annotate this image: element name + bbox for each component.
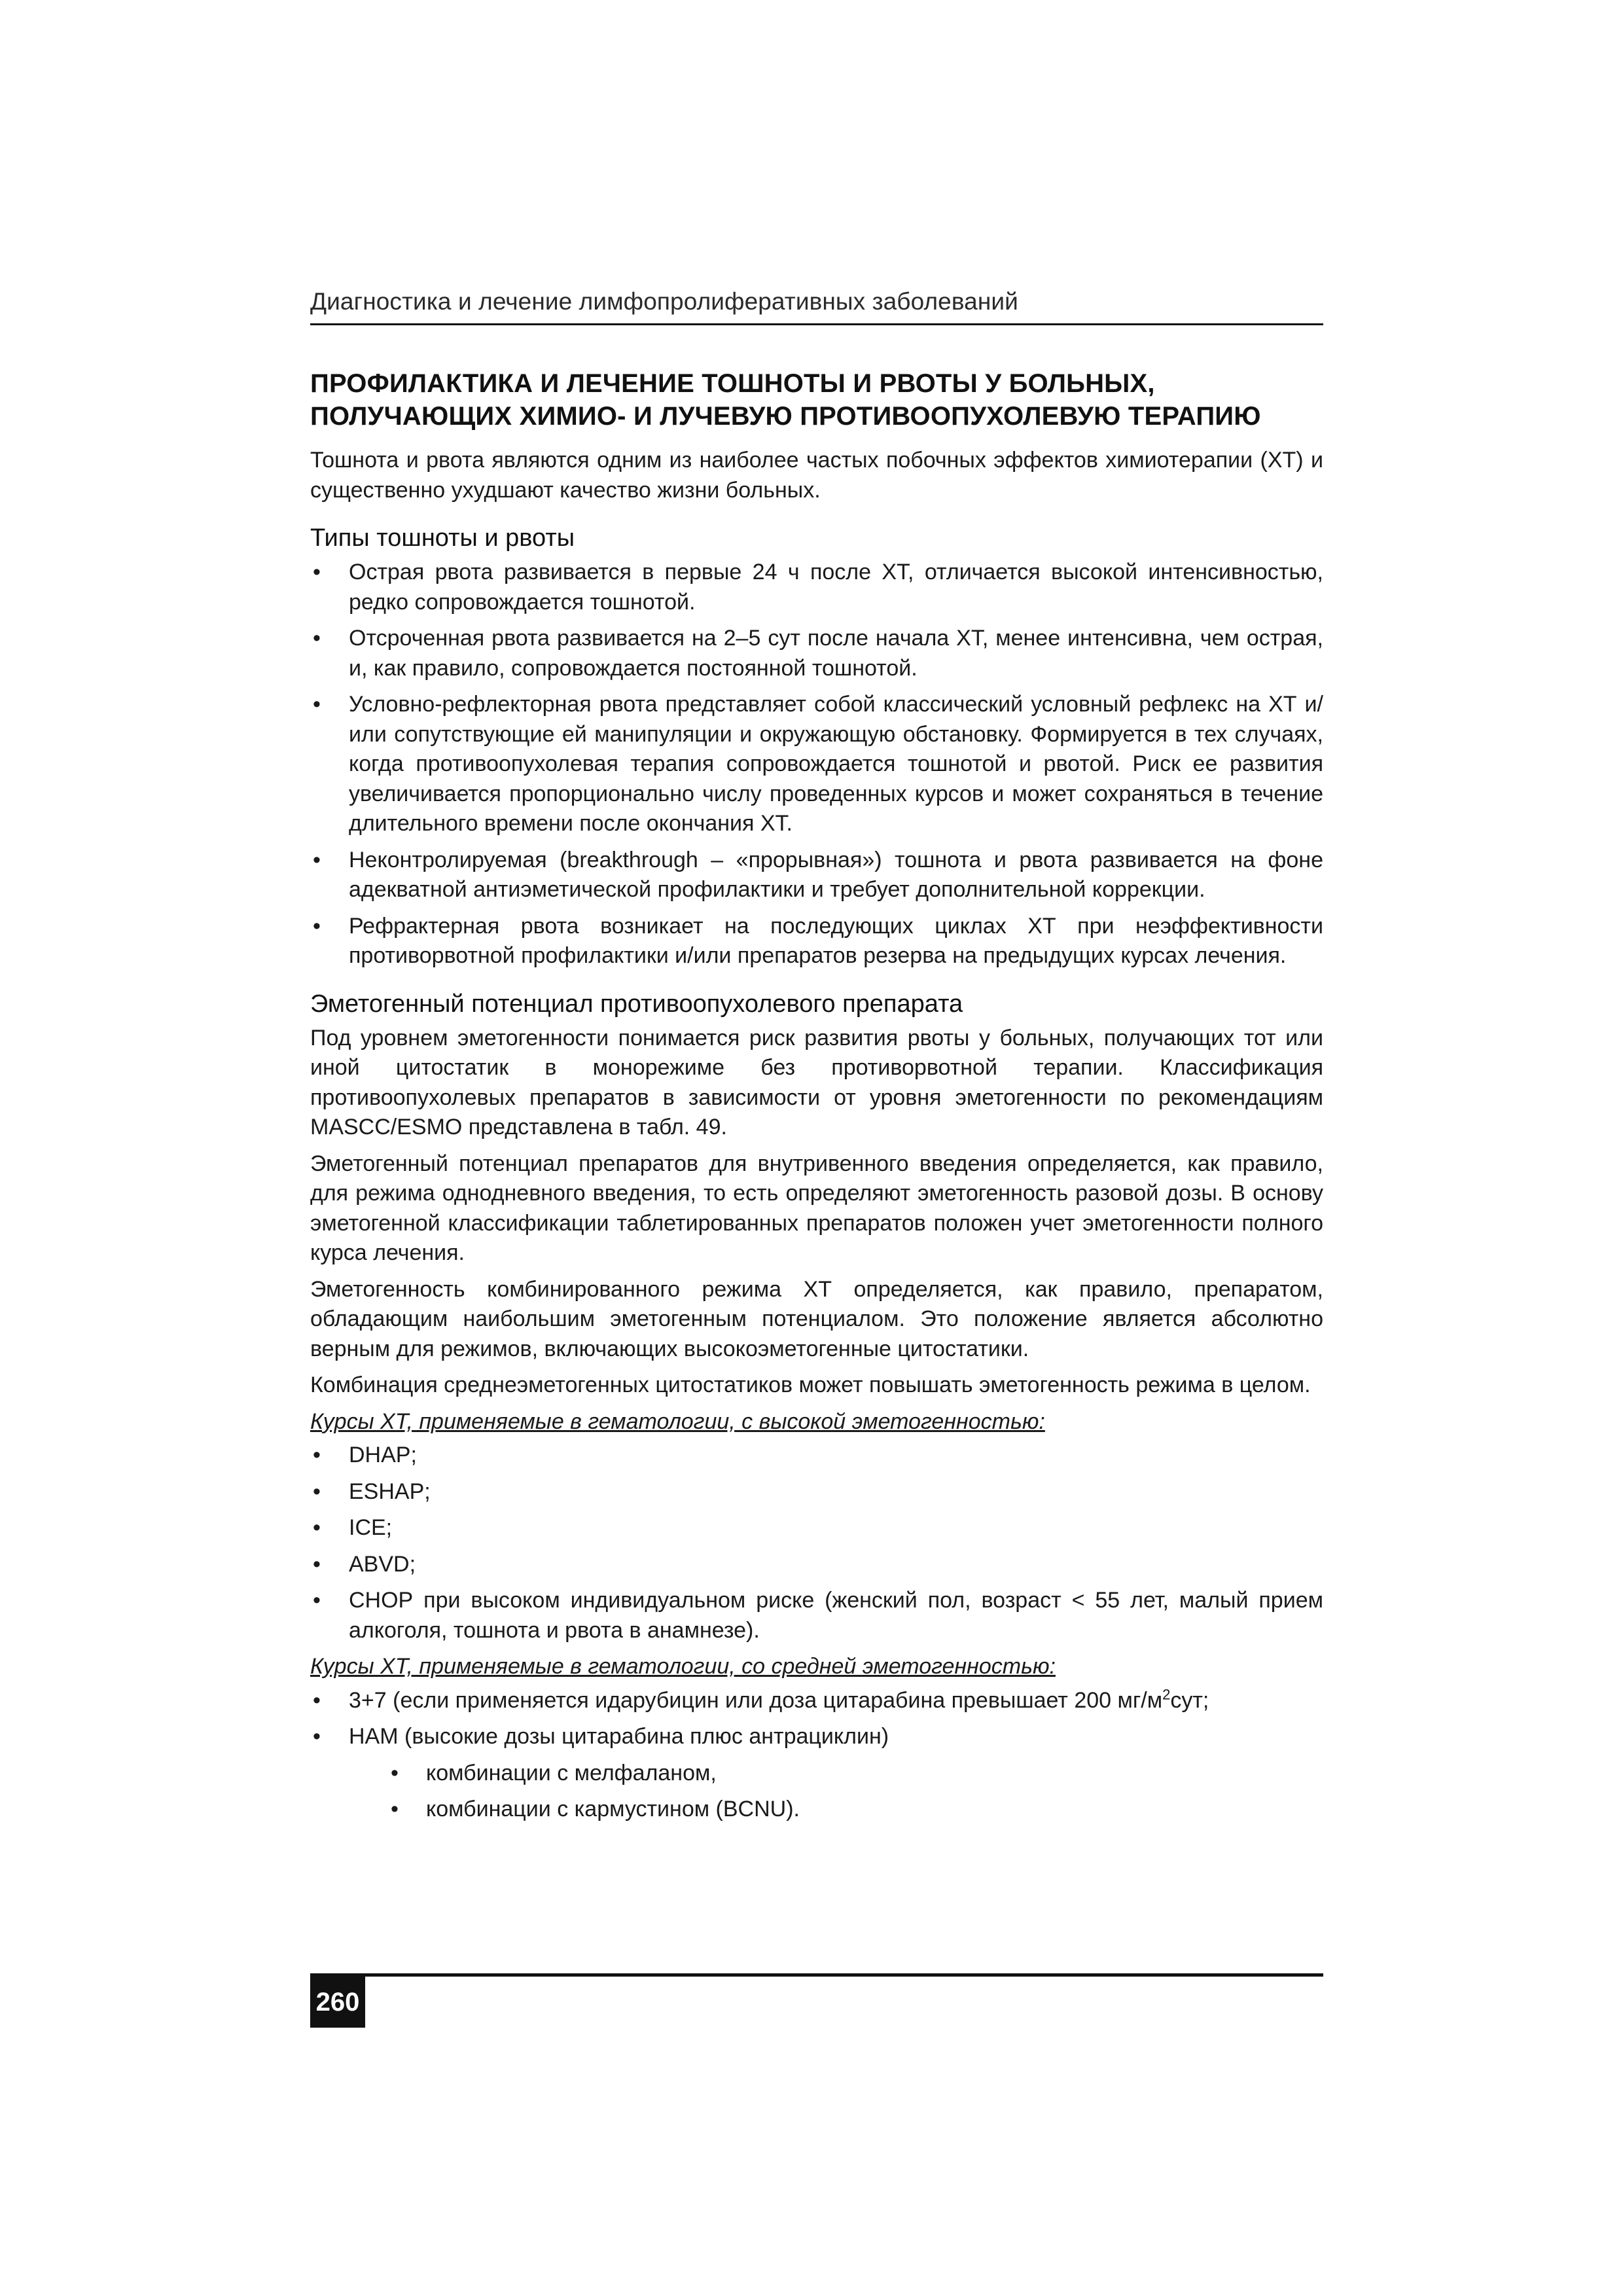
bullet-icon: • bbox=[313, 1687, 321, 1713]
list-item bbox=[310, 912, 1323, 971]
list-item-text: сут; bbox=[1170, 1687, 1209, 1713]
moderate-emetogenic-list bbox=[310, 1686, 1323, 1825]
list-item bbox=[310, 846, 1323, 905]
footer-rule bbox=[310, 1973, 1323, 1977]
paragraph: Под уровнем эметогенности понимается риск развития рвоты у больных, получающих тот или иной цитостатик в монорежиме без противорвотной терапии. Классификация противоопухолевых препаратов в зависимости от уровня эметогенности по рекомендациям MASCC/ESMO представлена в табл. 49. bbox=[310, 1025, 1323, 1139]
bullet-icon: • bbox=[313, 847, 321, 872]
list-item-text: комбинации с мелфаланом, bbox=[426, 1760, 717, 1785]
list-item-text: Неконтролируемая (breakthrough – «прорывная») тошнота и рвота развивается на фоне адекватной антиэметической профилактики и требует дополнительной коррекции. bbox=[349, 847, 1323, 902]
bullet-icon: • bbox=[313, 1443, 321, 1467]
sub-list-item bbox=[349, 1759, 1323, 1789]
list-item bbox=[310, 1586, 1323, 1645]
article-title-line-1: ПРОФИЛАКТИКА И ЛЕЧЕНИЕ ТОШНОТЫ И РВОТЫ У БОЛЬНЫХ, bbox=[310, 369, 1155, 398]
list-item-text: Условно-рефлекторная рвота представляет собой классический условный рефлекс на ХТ и/или сопутствующие ей манипуляции и окружающую обстановку. Формируется в тех случаях, когда противоопухолевая терапия сопровождается тошнотой и рвотой. Риск ее развития увеличивается пропорционально числу проведенных курсов и может сохраняться в течение длительного времени после окончания ХТ. bbox=[349, 692, 1323, 836]
article-title-line-2: ПОЛУЧАЮЩИХ ХИМИО- И ЛУЧЕВУЮ ПРОТИВООПУХОЛЕВУЮ ТЕРАПИЮ bbox=[310, 402, 1261, 431]
section-heading-types: Типы тошноты и рвоты bbox=[310, 524, 575, 552]
running-header: Диагностика и лечение лимфопролиферативных заболеваний bbox=[310, 288, 1323, 325]
list-item-text: Отсроченная рвота развивается на 2–5 сут после начала ХТ, менее интенсивна, чем острая, и, как правило, сопровождается постоянной тошнотой. bbox=[349, 626, 1323, 681]
list-item-text: Острая рвота развивается в первые 24 ч после ХТ, отличается высокой интенсивностью, редко сопровождается тошнотой. bbox=[349, 560, 1323, 615]
bullet-icon: • bbox=[313, 1479, 321, 1504]
list-item bbox=[310, 1550, 1323, 1580]
bullet-icon: • bbox=[313, 1551, 321, 1577]
list-item-text: ESHAP; bbox=[349, 1479, 431, 1504]
list-item-text: НАМ (высокие дозы цитарабина плюс антрациклин) bbox=[349, 1724, 889, 1749]
list-item bbox=[310, 1513, 1323, 1543]
page-content bbox=[310, 288, 1323, 1825]
bullet-icon: • bbox=[313, 1724, 321, 1749]
moderate-emetogenic-heading: Курсы ХТ, применяемые в гематологии, со средней эметогенностью: bbox=[310, 1654, 1056, 1679]
bullet-icon: • bbox=[313, 1515, 321, 1540]
list-item bbox=[310, 1441, 1323, 1471]
paragraph: Эметогенный потенциал препаратов для внутривенного введения определяется, как правило, для режима однодневного введения, то есть определяют эметогенность разовой дозы. В основу эметогенной классификации таблетированных препаратов положен учет эметогенности полного курса лечения. bbox=[310, 1151, 1323, 1265]
types-list bbox=[310, 558, 1323, 971]
bullet-icon: • bbox=[391, 1797, 399, 1821]
list-item bbox=[310, 1722, 1323, 1825]
bullet-icon: • bbox=[391, 1760, 399, 1785]
list-item-text: Рефрактерная рвота возникает на последующих циклах ХТ при неэффективности противорвотной профилактики и/или препаратов резерва на предыдущих курсах лечения. bbox=[349, 913, 1323, 968]
bullet-icon: • bbox=[313, 626, 321, 651]
list-item bbox=[310, 1477, 1323, 1507]
bullet-icon: • bbox=[313, 560, 321, 584]
page-number: 260 bbox=[310, 1977, 365, 2028]
list-item-text: ICE; bbox=[349, 1515, 393, 1540]
paragraph: Эметогенность комбинированного режима ХТ определяется, как правило, препаратом, обладающим наибольшим эметогенным потенциалом. Это положение является абсолютно верным для режимов, включающих высокоэметогенные цитостатики. bbox=[310, 1276, 1323, 1361]
section-heading-emetogenic: Эметогенный потенциал противоопухолевого препарата bbox=[310, 990, 963, 1018]
list-item-text: комбинации с кармустином (BCNU). bbox=[426, 1797, 800, 1821]
article-title bbox=[310, 367, 1323, 433]
list-item bbox=[310, 558, 1323, 617]
bullet-icon: • bbox=[313, 1588, 321, 1613]
high-emetogenic-heading: Курсы ХТ, применяемые в гематологии, с высокой эметогенностью: bbox=[310, 1408, 1045, 1434]
bullet-icon: • bbox=[313, 913, 321, 939]
list-item-text: ABVD; bbox=[349, 1551, 416, 1577]
list-item-text: СНОР при высоком индивидуальном риске (женский пол, возраст < 55 лет, малый прием алкоголя, тошнота и рвота в анамнезе). bbox=[349, 1588, 1323, 1643]
superscript: 2 bbox=[1162, 1686, 1171, 1703]
list-item-text: DHAP; bbox=[349, 1443, 417, 1467]
high-emetogenic-list bbox=[310, 1441, 1323, 1645]
moderate-sub-list bbox=[349, 1759, 1323, 1825]
sub-list-item bbox=[349, 1795, 1323, 1825]
list-item bbox=[310, 1686, 1323, 1716]
intro-paragraph: Тошнота и рвота являются одним из наиболее частых побочных эффектов химиотерапии (ХТ) и существенно ухудшают качество жизни больных. bbox=[310, 448, 1323, 503]
list-item bbox=[310, 690, 1323, 839]
bullet-icon: • bbox=[313, 692, 321, 717]
list-item bbox=[310, 624, 1323, 683]
list-item-text: 3+7 (если применяется идарубицин или доза цитарабина превышает 200 мг/м bbox=[349, 1687, 1163, 1713]
paragraph: Комбинация среднеэметогенных цитостатиков может повышать эметогенность режима в целом. bbox=[310, 1372, 1311, 1397]
